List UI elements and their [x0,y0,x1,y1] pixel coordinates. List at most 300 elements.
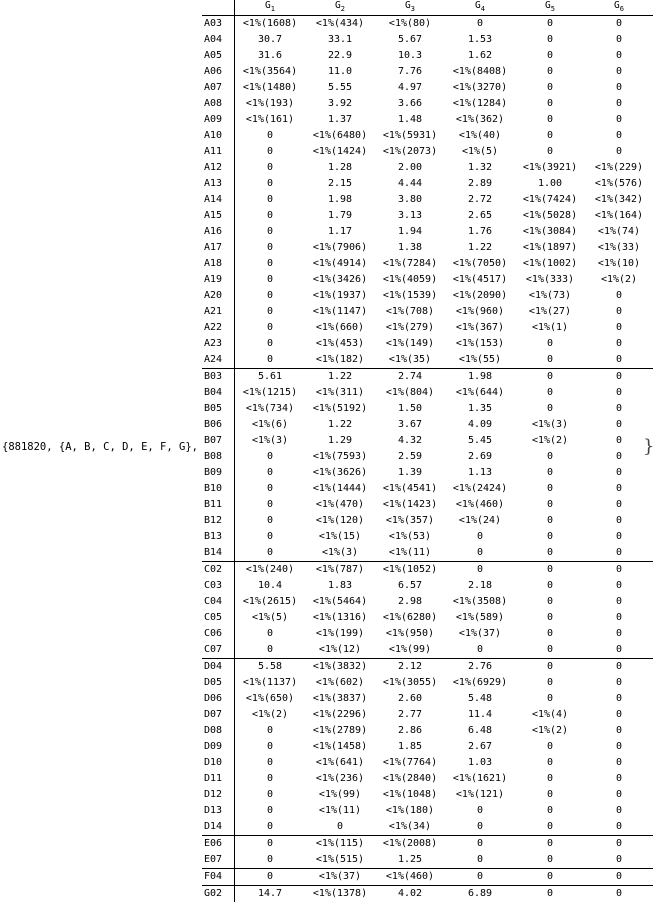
expression-prefix: {881820, {A, B, C, D, E, F, G}, [2,441,198,453]
table-row [202,610,653,626]
table-cell: 1.62 [467,49,493,61]
row-label: A08 [202,96,235,112]
table-cell: 0 [476,546,484,558]
row-label: A20 [202,288,235,304]
table-cell: 0 [546,337,554,349]
table-cell: <1%(27) [528,305,572,317]
table-cell: <1%(121) [455,788,505,800]
table-cell: 0 [515,658,585,675]
table-cell: <1%(3084) [522,225,578,237]
table-row [202,852,653,869]
table-cell: 2.60 [397,692,423,704]
table-cell: 0 [615,386,623,398]
table-cell: 0 [615,788,623,800]
row-label: A17 [202,240,235,256]
table-cell: 5.48 [467,692,493,704]
table-cell: <1%(7424) [522,193,578,205]
table-cell: 2.98 [397,595,423,607]
table-cell: 3.66 [397,97,423,109]
table-cell: 0 [546,81,554,93]
table-cell: 1.48 [397,113,423,125]
table-cell: 0 [615,353,623,365]
table-cell: 0 [546,692,554,704]
table-cell: 0 [615,402,623,414]
table-cell: 0 [266,820,274,832]
results-grid [202,0,653,902]
table-cell: <1%(5931) [382,129,438,141]
table-cell: <1%(2008) [375,835,445,852]
table-cell: 1.13 [467,466,493,478]
table-cell: 0 [615,676,623,688]
row-label: E07 [202,852,235,869]
row-label: D14 [202,819,235,836]
table-cell: 3.80 [397,193,423,205]
table-cell: 0 [546,450,554,462]
table-cell: <1%(161) [245,113,295,125]
corner-cell [202,0,235,15]
table-cell: <1%(7764) [382,756,438,768]
table-cell: <1%(73) [528,289,572,301]
table-row [202,368,653,385]
table-cell: 0 [546,756,554,768]
table-cell: 5.58 [235,658,306,675]
row-label: A09 [202,112,235,128]
table-cell: 0 [585,868,653,885]
table-row [202,224,653,240]
table-cell: 4.97 [397,81,423,93]
table-cell: <1%(2615) [242,595,298,607]
table-cell: <1%(153) [455,337,505,349]
table-row [202,723,653,739]
table-cell: 2.15 [327,177,353,189]
table-cell: 0 [546,627,554,639]
table-cell: 0 [445,561,515,578]
table-cell: <1%(1621) [452,772,508,784]
table-cell: <1%(1052) [375,561,445,578]
table-row [202,401,653,417]
table-cell: 4.02 [375,885,445,902]
table-cell: <1%(164) [594,209,644,221]
table-cell: <1%(5) [251,611,289,623]
column-header-row [202,0,653,15]
table-cell: 0 [615,627,623,639]
table-cell: 1.37 [327,113,353,125]
table-cell: 22.9 [327,49,353,61]
table-cell: 0 [546,740,554,752]
table-cell: 1.29 [327,434,353,446]
table-cell: 0 [266,450,274,462]
table-cell: 0 [615,113,623,125]
table-cell: 0 [615,466,623,478]
table-cell: 0 [515,368,585,385]
table-cell: 1.38 [397,241,423,253]
table-cell: <1%(53) [388,530,432,542]
table-cell: 10.3 [397,49,423,61]
row-label: B03 [202,368,235,385]
table-cell: 0 [266,241,274,253]
table-cell: 31.6 [257,49,283,61]
table-cell: <1%(2789) [312,724,368,736]
table-cell: 0 [615,546,623,558]
row-label: B06 [202,417,235,433]
column-header-subscript: 2 [340,4,345,13]
table-cell: 0 [476,853,484,865]
table-cell: 0 [615,643,623,655]
table-cell: 0 [266,627,274,639]
table-cell: <1%(34) [388,820,432,832]
table-cell: 0 [546,113,554,125]
table-cell: <1%(1048) [382,788,438,800]
table-row [202,112,653,128]
table-cell: 0 [546,643,554,655]
table-cell: 0 [266,853,274,865]
table-cell: 0 [615,853,623,865]
column-header [585,0,653,15]
table-cell: <1%(2424) [452,482,508,494]
table-cell: 0 [546,97,554,109]
table-cell: <1%(99) [318,788,362,800]
table-cell: 0 [615,740,623,752]
table-cell: <1%(33) [597,241,641,253]
table-cell: 0 [546,853,554,865]
table-cell: 1.85 [397,740,423,752]
table-cell: 0 [266,337,274,349]
table-cell: 0 [266,257,274,269]
table-cell: <1%(3055) [382,676,438,688]
table-cell: 1.22 [327,418,353,430]
table-row [202,561,653,578]
table-cell: <1%(1) [531,321,569,333]
table-cell: 0 [615,756,623,768]
table-cell: <1%(199) [315,627,365,639]
table-cell: <1%(3) [321,546,359,558]
table-cell: 1.83 [327,579,353,591]
table-row [202,885,653,902]
table-cell: 0 [266,772,274,784]
table-cell: <1%(804) [385,386,435,398]
table-cell: 0 [266,804,274,816]
table-cell: 0 [476,643,484,655]
table-row [202,64,653,80]
table-cell: <1%(357) [385,514,435,526]
table-cell: 11.0 [327,65,353,77]
table-cell: <1%(362) [455,113,505,125]
table-cell: 0 [546,33,554,45]
table-row [202,803,653,819]
table-cell: 0 [515,835,585,852]
row-label: C02 [202,561,235,578]
table-cell: <1%(460) [455,498,505,510]
table-cell: <1%(37) [458,627,502,639]
table-cell: <1%(99) [388,643,432,655]
table-row [202,385,653,401]
table-cell: 2.00 [397,161,423,173]
table-cell: <1%(11) [388,546,432,558]
table-cell: 5.55 [327,81,353,93]
table-cell: 0 [266,193,274,205]
table-cell: <1%(3270) [452,81,508,93]
header-row [202,0,653,15]
table-row [202,240,653,256]
table-cell: 0 [546,772,554,784]
table-row [202,192,653,208]
table-row [202,771,653,787]
row-label: C03 [202,578,235,594]
table-cell: 2.74 [375,368,445,385]
table-cell: <1%(149) [385,337,435,349]
table-cell: 1.25 [397,853,423,865]
table-cell: 1.32 [467,161,493,173]
table-cell: 0 [266,289,274,301]
column-header-base: G [265,0,271,11]
table-cell: 30.7 [257,33,283,45]
table-cell: <1%(3) [531,418,569,430]
table-cell: 1.39 [397,466,423,478]
table-cell: 1.53 [467,33,493,45]
row-label: A21 [202,304,235,320]
table-cell: 2.72 [467,193,493,205]
table-cell: 0 [546,466,554,478]
table-cell: <1%(3837) [312,692,368,704]
table-cell: 1.22 [305,368,375,385]
table-cell: <1%(5464) [312,595,368,607]
table-cell: <1%(1378) [305,885,375,902]
row-label: B13 [202,529,235,545]
row-label: D07 [202,707,235,723]
table-cell: <1%(470) [315,498,365,510]
table-cell: 0 [266,724,274,736]
row-label: D11 [202,771,235,787]
table-cell: <1%(8408) [452,65,508,77]
table-cell: <1%(37) [305,868,375,885]
table-cell: <1%(342) [594,193,644,205]
table-row [202,304,653,320]
table-cell: <1%(660) [315,321,365,333]
table-row [202,176,653,192]
table-cell: 0 [615,498,623,510]
table-cell: 0 [615,772,623,784]
table-cell: 0 [546,17,554,29]
table-cell: 0 [615,97,623,109]
row-label: D10 [202,755,235,771]
table-cell: <1%(1458) [312,740,368,752]
table-cell: 2.12 [375,658,445,675]
column-header [375,0,445,15]
table-row [202,449,653,465]
table-cell: 3.67 [397,418,423,430]
table-row [202,320,653,336]
table-cell: 0 [515,561,585,578]
row-label: D05 [202,675,235,691]
table-cell: 1.00 [537,177,563,189]
column-header-subscript: 5 [550,4,555,13]
table-cell: 0 [546,820,554,832]
table-cell: <1%(1480) [242,81,298,93]
row-label: A12 [202,160,235,176]
table-cell: 0 [615,595,623,607]
table-cell: 0 [585,885,653,902]
table-cell: <1%(182) [315,353,365,365]
table-cell: 0 [615,804,623,816]
table-cell: <1%(193) [245,97,295,109]
table-cell: 11.4 [467,708,493,720]
table-cell: <1%(4) [531,708,569,720]
table-cell: 0 [266,321,274,333]
table-cell: <1%(55) [458,353,502,365]
table-cell: <1%(180) [385,804,435,816]
table-row [202,835,653,852]
row-label: B12 [202,513,235,529]
grid-body [202,15,653,902]
table-cell: <1%(460) [375,868,445,885]
table-cell: 0 [266,482,274,494]
table-cell: 0 [585,561,653,578]
column-header-subscript: 3 [410,4,415,13]
column-header [445,0,515,15]
table-cell: 0 [476,17,484,29]
table-row [202,336,653,352]
table-row [202,513,653,529]
table-cell: 0 [266,273,274,285]
row-label: D09 [202,739,235,755]
table-cell: 1.28 [327,161,353,173]
table-cell: 6.57 [397,579,423,591]
table-cell: 6.48 [467,724,493,736]
table-cell: 0 [615,692,623,704]
table-cell: <1%(1539) [382,289,438,301]
table-cell: <1%(6) [251,418,289,430]
table-cell: <1%(40) [458,129,502,141]
table-cell: 1.35 [467,402,493,414]
table-cell: 0 [546,482,554,494]
row-label: B08 [202,449,235,465]
table-cell: <1%(5192) [312,402,368,414]
row-label: B09 [202,465,235,481]
table-row [202,96,653,112]
table-cell: 0 [266,514,274,526]
column-header-base: G [335,0,341,11]
table-row [202,48,653,64]
table-cell: <1%(7050) [452,257,508,269]
row-label: A06 [202,64,235,80]
row-label: A16 [202,224,235,240]
table-cell: <1%(3564) [242,65,298,77]
row-label: A19 [202,272,235,288]
table-cell: 0 [266,498,274,510]
table-cell: 0 [445,835,515,852]
table-row [202,15,653,32]
row-label: B11 [202,497,235,513]
table-cell: <1%(2) [600,273,638,285]
table-cell: 0 [266,209,274,221]
table-cell: <1%(6929) [452,676,508,688]
row-label: G02 [202,885,235,902]
table-cell: 0 [546,546,554,558]
table-cell: 5.45 [467,434,493,446]
table-cell: <1%(1147) [312,305,368,317]
table-row [202,352,653,369]
table-cell: 0 [266,740,274,752]
table-cell: <1%(10) [597,257,641,269]
table-cell: 1.98 [445,368,515,385]
table-cell: 0 [546,676,554,688]
table-cell: <1%(2296) [312,708,368,720]
column-header-subscript: 1 [270,4,275,13]
table-cell: 0 [546,804,554,816]
row-label: B10 [202,481,235,497]
table-cell: 0 [615,305,623,317]
column-header [515,0,585,15]
table-cell: 0 [546,402,554,414]
row-label: A07 [202,80,235,96]
row-label: E06 [202,835,235,852]
column-header-subscript: 6 [619,4,624,13]
table-cell: 0 [615,708,623,720]
table-cell: <1%(5) [461,145,499,157]
table-cell: <1%(1284) [452,97,508,109]
table-cell: <1%(7906) [312,241,368,253]
table-cell: <1%(35) [388,353,432,365]
table-cell: 0 [266,546,274,558]
table-cell: 2.67 [467,740,493,752]
table-cell: 0 [615,579,623,591]
table-cell: 0 [615,530,623,542]
table-cell: 10.4 [257,579,283,591]
row-label: D08 [202,723,235,739]
table-cell: 2.86 [397,724,423,736]
table-cell: <1%(1444) [312,482,368,494]
table-cell: <1%(644) [455,386,505,398]
table-cell: <1%(960) [455,305,505,317]
table-cell: 2.76 [445,658,515,675]
row-label: A13 [202,176,235,192]
table-cell: <1%(434) [315,17,365,29]
table-row [202,144,653,160]
table-row [202,465,653,481]
row-label: C05 [202,610,235,626]
table-row [202,208,653,224]
table-cell: 3.92 [327,97,353,109]
table-cell: 0 [615,514,623,526]
table-cell: <1%(2) [531,434,569,446]
table-cell: <1%(3921) [522,161,578,173]
table-cell: 2.89 [467,177,493,189]
table-cell: 0 [266,788,274,800]
table-cell: <1%(2090) [452,289,508,301]
column-header-base: G [545,0,551,11]
table-cell: <1%(2) [251,708,289,720]
row-label: A14 [202,192,235,208]
table-cell: <1%(950) [385,627,435,639]
table-cell: <1%(3832) [305,658,375,675]
table-cell: <1%(1316) [312,611,368,623]
table-cell: <1%(3508) [452,595,508,607]
table-row [202,256,653,272]
row-label: A04 [202,32,235,48]
row-label: C06 [202,626,235,642]
table-cell: <1%(2073) [382,145,438,157]
table-row [202,642,653,659]
table-cell: <1%(236) [315,772,365,784]
table-cell: <1%(24) [458,514,502,526]
column-header [305,0,375,15]
table-cell: 0 [615,724,623,736]
table-cell: 2.77 [397,708,423,720]
table-cell: 0 [615,482,623,494]
table-row [202,128,653,144]
table-row [202,80,653,96]
column-header [235,0,306,15]
